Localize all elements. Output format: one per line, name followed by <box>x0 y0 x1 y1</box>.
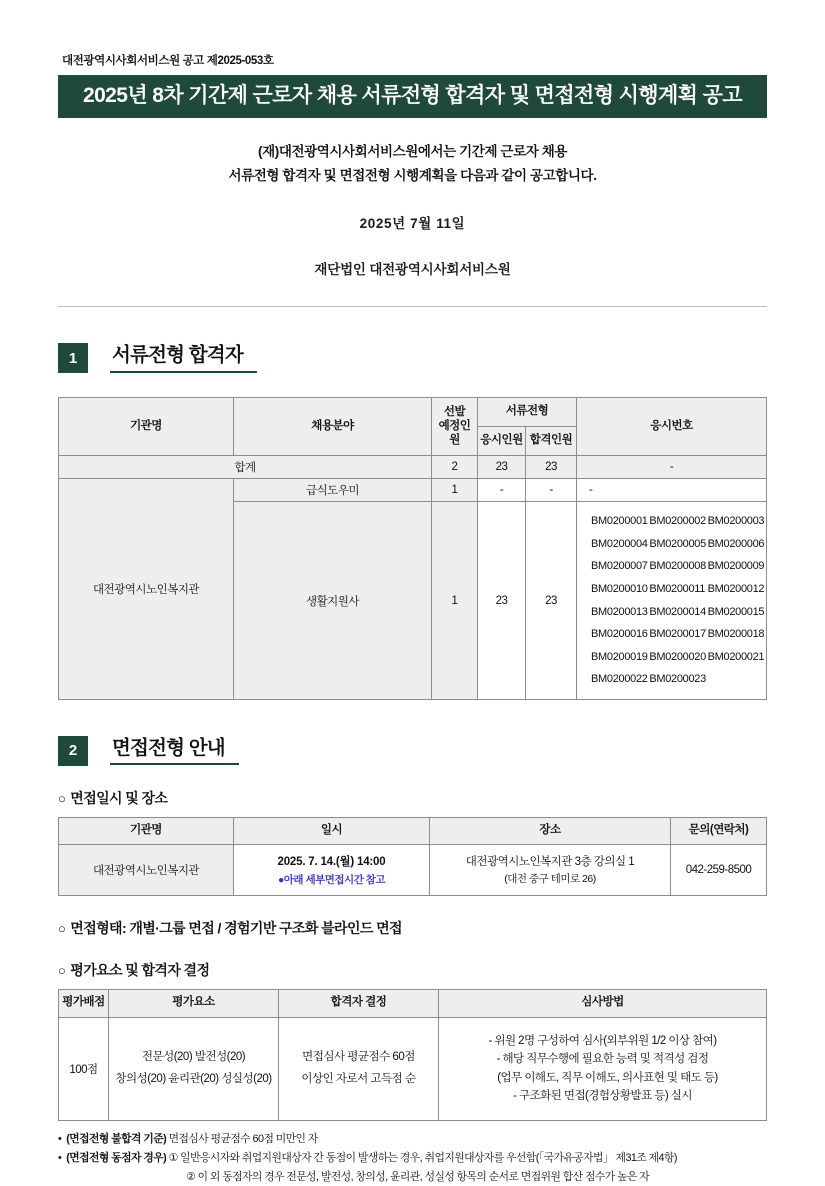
eval-decision-line-1: 면접심사 평균점수 60점 <box>302 1050 415 1063</box>
table-row <box>59 844 767 895</box>
applicant-number: BM0200002 <box>649 515 706 528</box>
eval-factors-line-2: 창의성(20) 윤리관(20) 성실성(20) <box>115 1072 272 1085</box>
eval-method-line-1: - 위원 2명 구성하여 심사(외부위원 1/2 이상 참여) <box>488 1034 717 1047</box>
applicant-number-grid <box>577 502 766 698</box>
section-2-heading <box>58 736 767 766</box>
table-row <box>59 479 767 502</box>
section-1-heading <box>58 343 767 373</box>
column-header-datetime: 일시 <box>234 817 430 844</box>
section-2-title: 면접전형 안내 <box>110 737 239 765</box>
applicant-number: BM0200004 <box>591 537 648 550</box>
applicant-number: BM0200013 <box>591 605 648 618</box>
circle-bullet-icon: ○ <box>58 790 66 806</box>
eval-factors-cell <box>109 1017 279 1120</box>
total-planned: 2 <box>432 456 478 479</box>
footnote-bullet-icon: • <box>58 1151 62 1164</box>
schedule-datetime-cell <box>234 844 430 895</box>
issuer-signature: 재단법인 대전광역시사회서비스원 <box>314 262 511 278</box>
circle-bullet-icon: ○ <box>58 920 66 936</box>
section-1-title: 서류전형 합격자 <box>110 344 257 372</box>
column-header-org: 기관명 <box>59 398 234 456</box>
applicant-number: BM0200009 <box>707 560 765 573</box>
table-header-row <box>59 398 767 427</box>
column-header-decision: 합격자 결정 <box>279 989 439 1017</box>
screening-results-table <box>58 397 767 699</box>
eval-method-line-4: - 구조화된 면접(경험상황발표 등) 실시 <box>513 1090 692 1103</box>
footnote-item <box>58 1149 767 1168</box>
table-row <box>59 1017 767 1120</box>
applicant-number: BM0200012 <box>707 583 765 596</box>
interview-schedule-table <box>58 817 767 896</box>
applicant-number: BM0200016 <box>591 628 648 641</box>
schedule-datetime-note: ●아래 세부면접시간 참고 <box>277 873 386 886</box>
column-header-method: 심사방법 <box>439 989 767 1017</box>
applicant-number-list <box>577 502 767 699</box>
applicant-number: BM0200021 <box>707 650 765 663</box>
footnote-sub-item: ② 이 외 동점자의 경우 전문성, 발전성, 창의성, 윤리관, 성실성 항목의 순서로 면접위원 합산 점수가 높은 자 <box>186 1170 650 1183</box>
schedule-place-address: (대전 중구 테미로 26) <box>504 873 596 886</box>
bullet-interview-schedule <box>58 788 767 808</box>
applicant-number: BM0200020 <box>649 650 706 663</box>
bullet-interview-format <box>58 918 767 938</box>
schedule-place-cell <box>430 844 671 895</box>
bullet-format-label: 면접형태: 개별·그룹 면접 / 경험기반 구조화 블라인드 면접 <box>70 919 402 936</box>
eval-decision-cell <box>279 1017 439 1120</box>
eval-method-line-3: (업무 이해도, 직무 이해도, 의사표현 및 태도 등) <box>497 1071 718 1084</box>
applicant-number: BM0200010 <box>591 583 648 596</box>
column-header-field: 채용분야 <box>234 398 432 456</box>
applied-count-cell: - <box>478 479 526 502</box>
column-header-org: 기관명 <box>59 817 234 844</box>
section-1-number: 1 <box>58 343 88 373</box>
total-applicant-no: - <box>577 456 767 479</box>
table-row-total <box>59 456 767 479</box>
column-header-applied: 응시인원 <box>478 427 526 456</box>
schedule-datetime-value: 2025. 7. 14.(월) 14:00 <box>277 855 386 868</box>
column-header-place: 장소 <box>430 817 671 844</box>
applicant-number: BM0200019 <box>591 650 648 663</box>
planned-count-cell: 1 <box>432 479 478 502</box>
intro-line-2: 서류전형 합격자 및 면접전형 시행계획을 다음과 같이 공고합니다. <box>228 167 597 183</box>
column-header-passed: 합격인원 <box>526 427 577 456</box>
total-passed: 23 <box>526 456 577 479</box>
evaluation-criteria-table <box>58 989 767 1121</box>
total-applied: 23 <box>478 456 526 479</box>
eval-method-cell <box>439 1017 767 1120</box>
planned-line-2: 예정인원 <box>438 419 471 446</box>
applicant-number: BM0200001 <box>591 515 648 528</box>
column-header-score: 평가배점 <box>59 989 109 1017</box>
applicant-number: BM0200007 <box>591 560 648 573</box>
column-header-applicant-no: 응시번호 <box>577 398 767 456</box>
bullet-eval-label: 평가요소 및 합격자 결정 <box>70 961 210 978</box>
footnotes <box>58 1130 767 1186</box>
applicant-number: BM0200018 <box>707 628 765 641</box>
applicant-no-cell: - <box>577 479 767 502</box>
footnote-item <box>58 1130 767 1149</box>
section-2-number: 2 <box>58 736 88 766</box>
applicant-number: BM0200014 <box>649 605 706 618</box>
bullet-schedule-label: 면접일시 및 장소 <box>70 789 168 806</box>
intro-line-1: (재)대전광역시사회서비스원에서는 기간제 근로자 채용 <box>258 144 567 160</box>
column-header-factors: 평가요소 <box>109 989 279 1017</box>
footnote-body: 면접심사 평균점수 60점 미만인 자 <box>166 1132 318 1145</box>
column-header-screening-group: 서류전형 <box>478 398 577 427</box>
field-name-cell: 생활지원사 <box>234 502 432 699</box>
header-divider <box>58 306 767 307</box>
footnote-bullet-icon: • <box>58 1132 62 1145</box>
field-name-cell: 급식도우미 <box>234 479 432 502</box>
footnote-label: (면접전형 불합격 기준) <box>66 1132 167 1145</box>
passed-count-cell: 23 <box>526 502 577 699</box>
eval-method-line-2: - 해당 직무수행에 필요한 능력 및 적격성 검정 <box>496 1053 709 1066</box>
schedule-contact-cell: 042-259-8500 <box>671 844 767 895</box>
applicant-number: BM0200003 <box>707 515 765 528</box>
eval-score-cell: 100점 <box>59 1017 109 1120</box>
applicant-number: BM0200022 <box>591 673 648 686</box>
eval-decision-line-2: 이상인 자로서 고득점 순 <box>301 1072 416 1085</box>
applicant-number: BM0200008 <box>649 560 706 573</box>
total-label: 합계 <box>59 456 432 479</box>
footnote-body: ① 일반응시자와 취업지원대상자 간 동점이 발생하는 경우, 취업지원대상자를 우선함(「국가유공자법」 제31조 제4항) <box>166 1151 677 1164</box>
planned-line-1: 선발 <box>443 406 466 419</box>
table-header-row <box>59 989 767 1017</box>
applicant-number: BM0200023 <box>649 673 706 686</box>
table-header-row <box>59 817 767 844</box>
footnote-label: (면접전형 동점자 경우) <box>66 1151 167 1164</box>
applicant-number: BM0200006 <box>707 537 765 550</box>
applicant-number: BM0200011 <box>649 583 706 596</box>
column-header-planned <box>432 398 478 456</box>
schedule-place-value: 대전광역시노인복지관 3층 강의실 1 <box>465 856 635 869</box>
bullet-evaluation <box>58 960 767 980</box>
announcement-date: 2025년 7월 11일 <box>359 216 466 232</box>
applicant-number: BM0200017 <box>649 628 706 641</box>
footnote-text <box>66 1130 318 1149</box>
intro-paragraph <box>58 140 767 187</box>
applicant-number: BM0200015 <box>707 605 765 618</box>
applicant-number: BM0200005 <box>649 537 706 550</box>
org-name-cell: 대전광역시노인복지관 <box>59 479 234 699</box>
planned-count-cell: 1 <box>432 502 478 699</box>
page-title: 2025년 8차 기간제 근로자 채용 서류전형 합격자 및 면접전형 시행계획 공고 <box>58 75 767 118</box>
column-header-contact: 문의(연락처) <box>671 817 767 844</box>
schedule-org-cell: 대전광역시노인복지관 <box>59 844 234 895</box>
applied-count-cell: 23 <box>478 502 526 699</box>
passed-count-cell: - <box>526 479 577 502</box>
eval-factors-line-1: 전문성(20) 발전성(20) <box>141 1050 246 1063</box>
footnote-text <box>66 1149 677 1168</box>
document-number: 대전광역시사회서비스원 공고 제2025-053호 <box>62 55 274 67</box>
circle-bullet-icon: ○ <box>58 962 66 978</box>
